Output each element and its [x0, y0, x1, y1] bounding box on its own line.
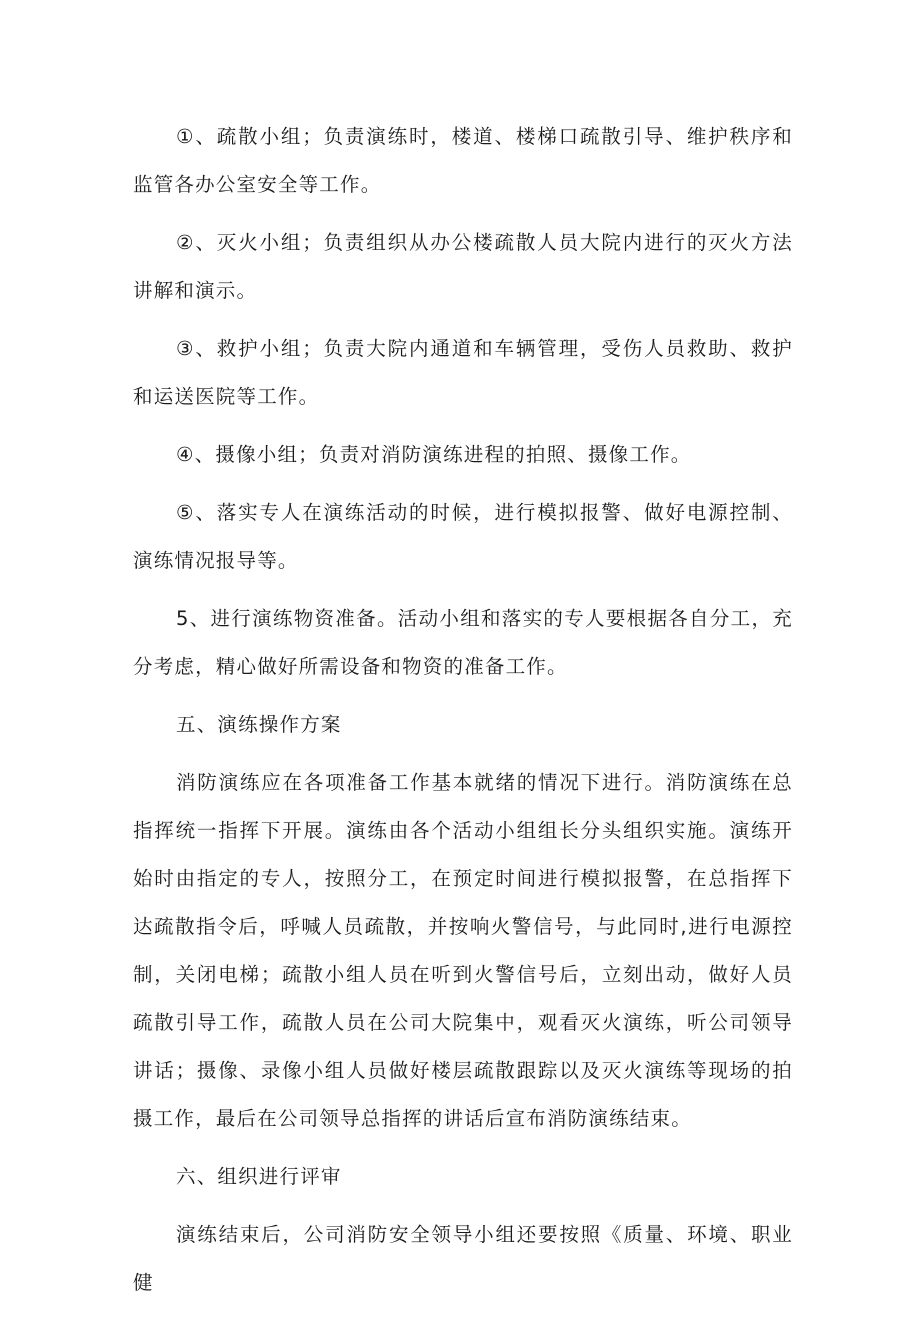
- materials-preparation-paragraph: 5、进行演练物资准备。活动小组和落实的专人要根据各自分工，充分考虑，精心做好所需设备和物资的准备工作。: [133, 607, 793, 678]
- section-heading-drill-plan: 五、演练操作方案: [176, 713, 342, 736]
- dedicated-staff-item: ⑤、落实专人在演练活动的时候，进行模拟报警、做好电源控制、演练情况报导等。: [133, 501, 793, 572]
- firefighting-group-item: ②、灭火小组；负责组织从办公楼疏散人员大院内进行的灭火方法讲解和演示。: [133, 231, 793, 302]
- camera-group-item: ④、摄像小组；负责对消防演练进程的拍照、摄像工作。: [176, 443, 692, 466]
- evacuation-group-item: ①、疏散小组；负责演练时，楼道、楼梯口疏散引导、维护秩序和监管各办公室安全等工作。: [133, 125, 793, 196]
- rescue-group-item: ③、救护小组；负责大院内通道和车辆管理，受伤人员救助、救护和运送医院等工作。: [133, 337, 793, 408]
- drill-plan-paragraph: 消防演练应在各项准备工作基本就绪的情况下进行。消防演练在总指挥统一指挥下开展。演练由各个活动小组组长分头组织实施。演练开始时由指定的专人，按照分工，在预定时间进行模拟报警，在总指挥下达疏散指令后，呼喊人员疏散，并按响火警信号，与此同时,进行电源控制，关闭电梯；疏散小组人员在听到火警信号后，立刻出动，做好人员疏散引导工作，疏散人员在公司大院集中，观看灭火演练，听公司领导讲话；摄像、录像小组人员做好楼层疏散跟踪以及灭火演练等现场的拍摄工作，最后在公司领导总指挥的讲话后宣布消防演练结束。: [133, 771, 793, 1130]
- review-paragraph: 演练结束后，公司消防安全领导小组还要按照《质量、环境、职业健: [133, 1223, 793, 1294]
- document-body: [133, 113, 793, 1317]
- section-heading-review: 六、组织进行评审: [176, 1165, 342, 1188]
